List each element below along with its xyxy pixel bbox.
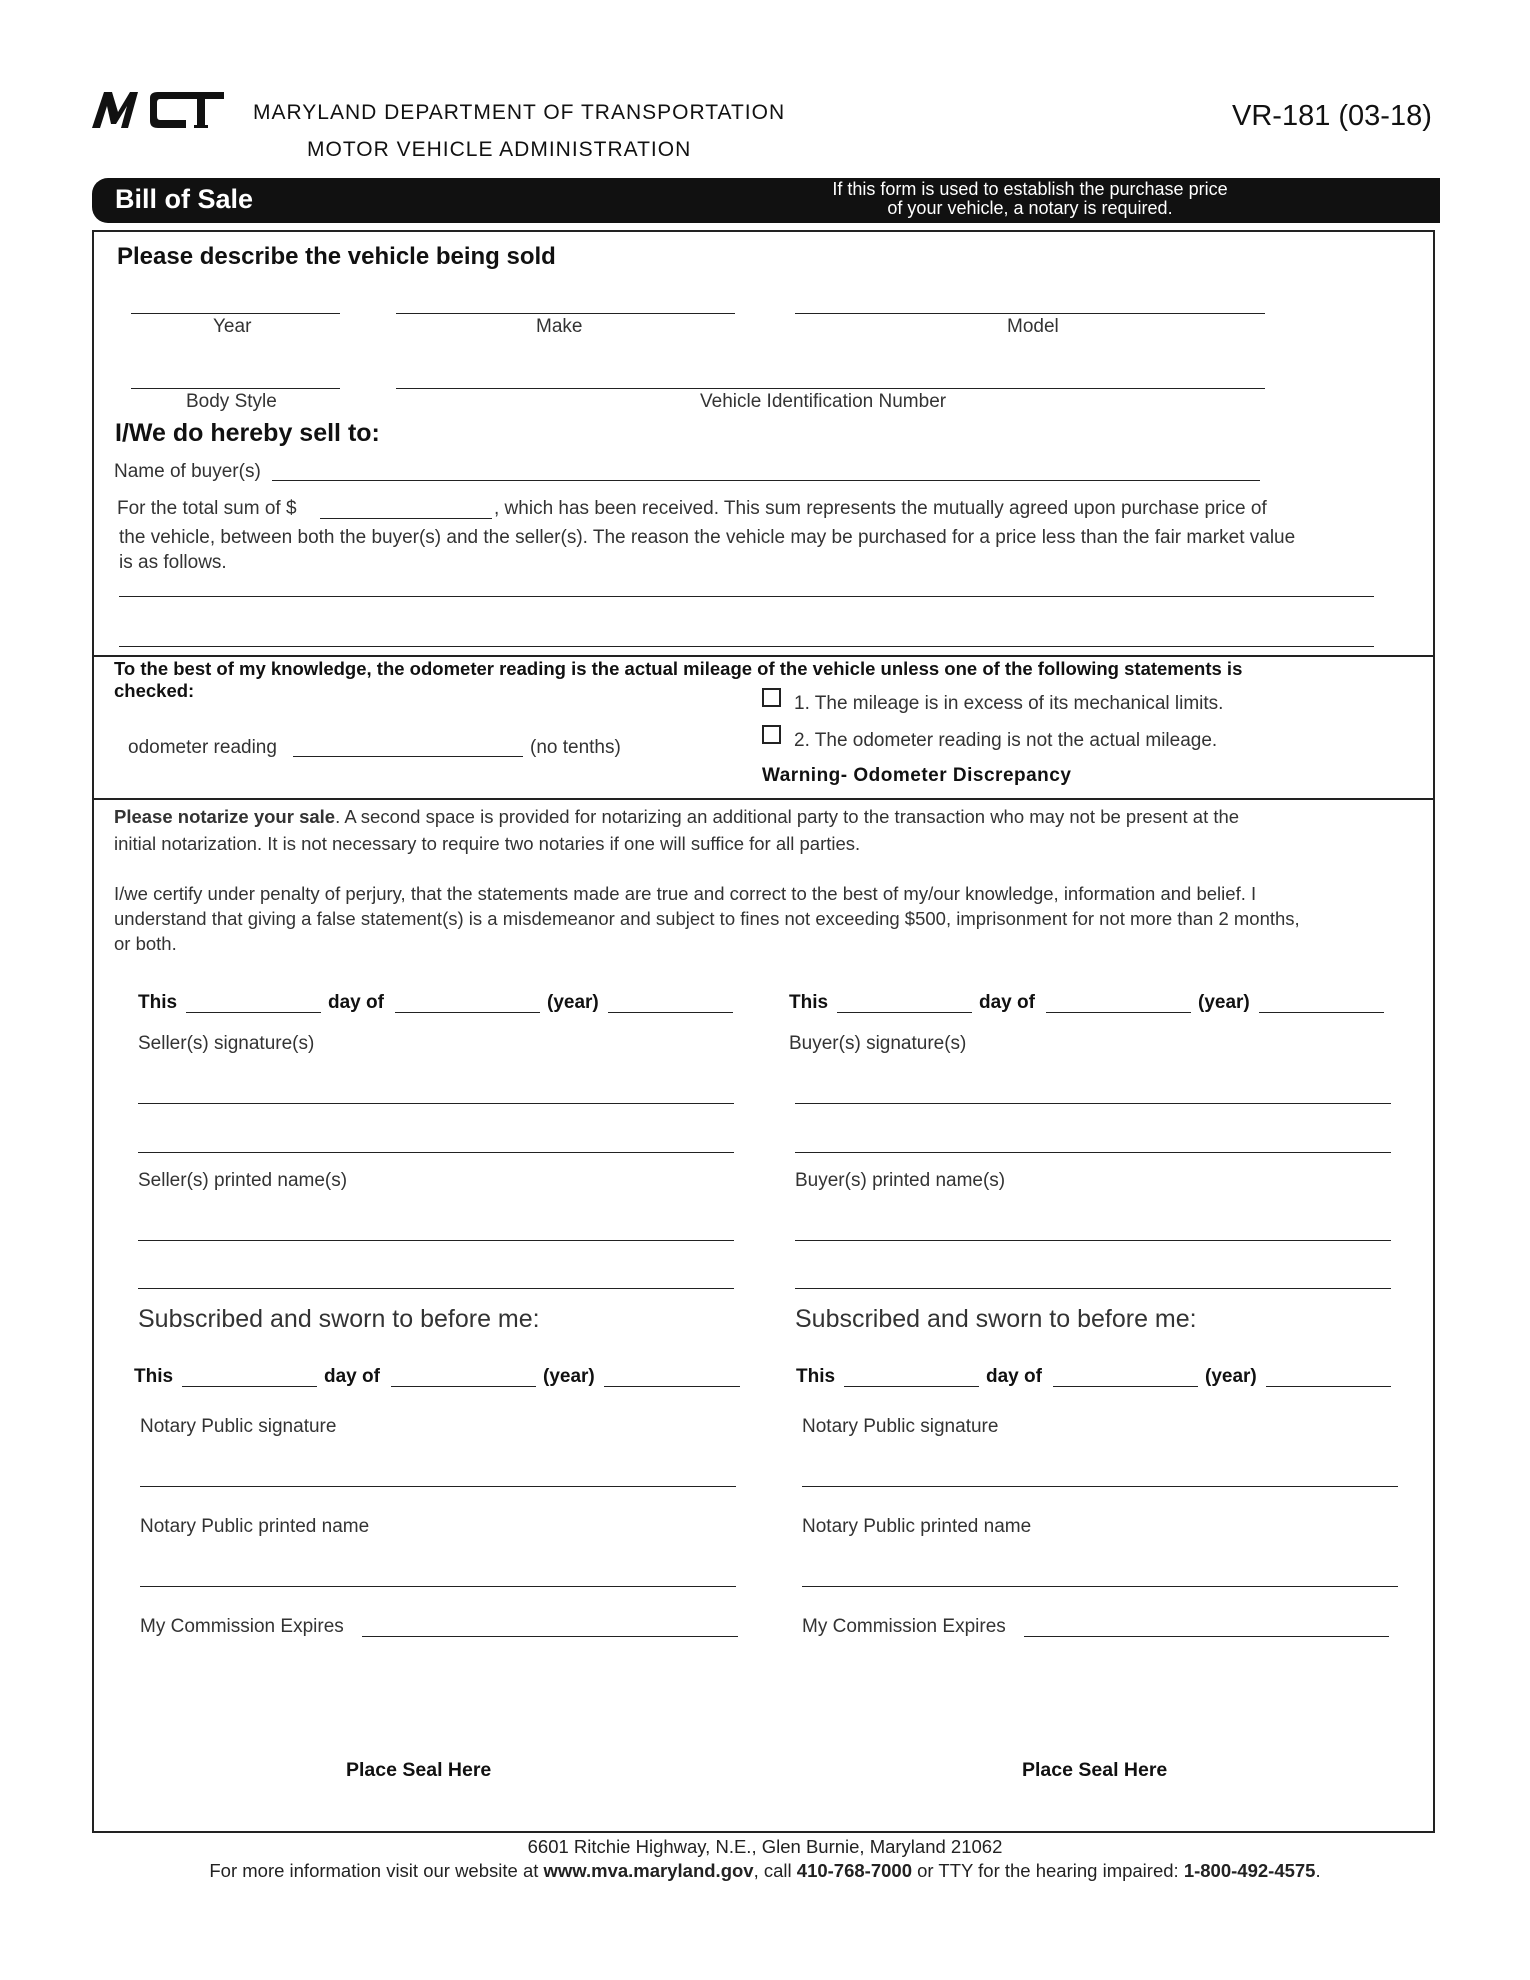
footer-address: 6601 Ritchie Highway, N.E., Glen Burnie, Maryland 21062 (527, 1836, 1003, 1857)
seller-signature-line-2[interactable] (138, 1152, 734, 1153)
body-style-field[interactable] (131, 388, 340, 389)
footer-phone[interactable]: 410-768-7000 (796, 1860, 912, 1881)
reason-line-2[interactable] (119, 646, 1374, 647)
buyer-signature-line-2[interactable] (795, 1152, 1391, 1153)
make-label: Make (536, 316, 583, 337)
buyer-signature-label: Buyer(s) signature(s) (789, 1033, 967, 1054)
left-seal-label: Place Seal Here (346, 1759, 492, 1781)
seller-signature-label: Seller(s) signature(s) (138, 1033, 315, 1054)
certify-line-2: understand that giving a false statement(s) is a misdemeanor and subject to fines not exceeding $500, imprisonment for not more than 2 months, (114, 908, 1300, 929)
left-notary-month-field[interactable] (391, 1386, 536, 1387)
option-2-label: 2. The odometer reading is not the actual mileage. (794, 730, 1218, 751)
buyer-month-field[interactable] (1046, 1012, 1191, 1013)
right-notary-signature-line[interactable] (802, 1486, 1398, 1487)
buyer-printed-label: Buyer(s) printed name(s) (795, 1170, 1006, 1191)
sum-line-2: the vehicle, between both the buyer(s) and the seller(s). The reason the vehicle may be purchased for a price less than the fair market value (119, 527, 1296, 548)
model-field[interactable] (795, 313, 1265, 314)
buyer-day-field[interactable] (837, 1012, 972, 1013)
left-notary-year-label: (year) (543, 1366, 595, 1387)
footer-info (0, 1860, 1530, 1882)
seller-year-field[interactable] (608, 1012, 733, 1013)
right-notary-day-field[interactable] (844, 1386, 979, 1387)
form-title: Bill of Sale (115, 184, 254, 214)
seller-year-label: (year) (547, 992, 599, 1013)
buyer-day-of-label: day of (979, 992, 1035, 1013)
footer-website-link[interactable]: www.mva.maryland.gov (543, 1860, 754, 1881)
footer-call-text: , call (753, 1860, 797, 1881)
form-box (92, 230, 1435, 1833)
left-notary-printed-label: Notary Public printed name (140, 1516, 370, 1537)
not-actual-mileage-checkbox[interactable] (762, 725, 781, 744)
certify-line-3: or both. (114, 933, 177, 954)
right-notary-printed-label: Notary Public printed name (802, 1516, 1032, 1537)
mileage-exceeds-checkbox[interactable] (762, 688, 781, 707)
left-sworn-text: Subscribed and sworn to before me: (138, 1305, 540, 1333)
seller-printed-line-2[interactable] (138, 1288, 734, 1289)
odometer-statement-2: checked: (114, 680, 195, 701)
note-line-1: If this form is used to establish the purchase price (832, 179, 1228, 199)
odometer-reading-label: odometer reading (128, 737, 277, 758)
footer-info-prefix: For more information visit our website at (209, 1860, 544, 1881)
left-notary-day-of-label: day of (324, 1366, 380, 1387)
right-seal-label: Place Seal Here (1022, 1759, 1168, 1781)
buyer-name-label: Name of buyer(s) (114, 461, 261, 482)
seller-month-field[interactable] (395, 1012, 540, 1013)
option-1-label: 1. The mileage is in excess of its mechanical limits. (794, 693, 1224, 714)
left-commission-field[interactable] (362, 1636, 738, 1637)
left-notary-signature-label: Notary Public signature (140, 1416, 337, 1437)
odometer-reading-field[interactable] (293, 756, 523, 757)
seller-printed-label: Seller(s) printed name(s) (138, 1170, 348, 1191)
right-notary-day-of-label: day of (986, 1366, 1042, 1387)
vehicle-heading: Please describe the vehicle being sold (117, 243, 556, 270)
make-field[interactable] (396, 313, 735, 314)
seller-this-label: This (138, 992, 178, 1013)
vin-label: Vehicle Identification Number (700, 391, 947, 412)
right-notary-month-field[interactable] (1053, 1386, 1198, 1387)
buyer-printed-line-1[interactable] (795, 1240, 1391, 1241)
notarize-intro-rest: . A second space is provided for notarizing an additional party to the transaction who may not be present at the (335, 806, 1240, 827)
left-notary-this-label: This (134, 1366, 174, 1387)
model-label: Model (1007, 316, 1059, 337)
seller-day-of-label: day of (328, 992, 384, 1013)
right-commission-label: My Commission Expires (802, 1616, 1006, 1637)
note-line-2: of your vehicle, a notary is required. (887, 198, 1173, 218)
reason-line-1[interactable] (119, 596, 1374, 597)
sale-heading: I/We do hereby sell to: (115, 419, 380, 447)
right-notary-this-label: This (796, 1366, 836, 1387)
buyer-signature-line-1[interactable] (795, 1103, 1391, 1104)
seller-signature-line-1[interactable] (138, 1103, 734, 1104)
notarize-intro-bold: Please notarize your sale (114, 806, 336, 827)
section-divider (92, 798, 1435, 800)
left-notary-printed-line[interactable] (140, 1586, 736, 1587)
right-sworn-text: Subscribed and sworn to before me: (795, 1305, 1197, 1333)
buyer-year-label: (year) (1198, 992, 1250, 1013)
footer-tty-text: or TTY for the hearing impaired: (912, 1860, 1184, 1881)
section-divider (92, 655, 1435, 657)
footer-period: . (1315, 1860, 1321, 1881)
notarize-intro-line-1 (114, 805, 1239, 828)
left-notary-year-field[interactable] (604, 1386, 740, 1387)
right-notary-signature-label: Notary Public signature (802, 1416, 999, 1437)
footer-tty-phone[interactable]: 1-800-492-4575 (1183, 1860, 1316, 1881)
buyer-name-field[interactable] (272, 480, 1260, 481)
left-notary-signature-line[interactable] (140, 1486, 736, 1487)
sum-field[interactable] (320, 518, 492, 519)
agency-subname: MOTOR VEHICLE ADMINISTRATION (307, 138, 692, 161)
buyer-year-field[interactable] (1259, 1012, 1384, 1013)
right-notary-year-label: (year) (1205, 1366, 1257, 1387)
body-style-label: Body Style (186, 391, 277, 412)
no-tenths-label: (no tenths) (530, 737, 621, 758)
seller-day-field[interactable] (186, 1012, 321, 1013)
seller-printed-line-1[interactable] (138, 1240, 734, 1241)
odometer-warning: Warning- Odometer Discrepancy (762, 765, 1072, 786)
sum-line-3: is as follows. (119, 552, 227, 573)
right-notary-year-field[interactable] (1266, 1386, 1391, 1387)
sum-prefix: For the total sum of $ (117, 498, 297, 519)
buyer-this-label: This (789, 992, 829, 1013)
left-commission-label: My Commission Expires (140, 1616, 344, 1637)
certify-line-1: I/we certify under penalty of perjury, that the statements made are true and correct to the best of my/our knowledge, information and belief. I (114, 883, 1257, 904)
buyer-printed-line-2[interactable] (795, 1288, 1391, 1289)
mdot-logo (90, 88, 240, 130)
agency-name: MARYLAND DEPARTMENT OF TRANSPORTATION (253, 101, 786, 124)
right-notary-printed-line[interactable] (802, 1586, 1398, 1587)
left-notary-day-field[interactable] (182, 1386, 317, 1387)
vin-field[interactable] (396, 388, 1265, 389)
notary-required-note (820, 180, 1240, 218)
year-label: Year (213, 316, 252, 337)
odometer-statement-1: To the best of my knowledge, the odometer reading is the actual mileage of the vehicle unless one of the following statements is (114, 658, 1243, 679)
right-commission-field[interactable] (1024, 1636, 1389, 1637)
year-field[interactable] (131, 313, 340, 314)
sum-suffix: , which has been received. This sum represents the mutually agreed upon purchase price of (494, 498, 1267, 519)
form-number: VR-181 (03-18) (1232, 100, 1432, 132)
notarize-intro-line-2: initial notarization. It is not necessary to require two notaries if one will suffice for all parties. (114, 833, 861, 854)
